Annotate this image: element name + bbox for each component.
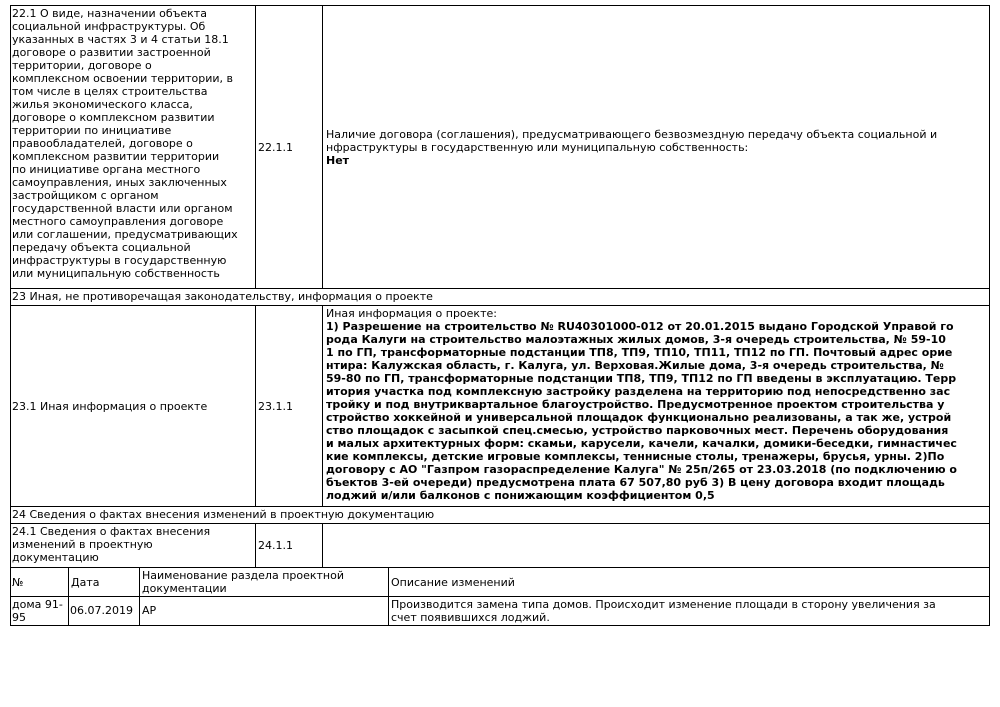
item-23-1-value: 1) Разрешение на строительство № RU40301000-012 от 20.01.2015 выдано Городской Управой го рода Калуги на строительство малоэтажных жилых домов, 3-я очередь строительства, № 59-10 1 по ГП, трансформаторные подстанции ТП8, ТП9, ТП10, ТП11, ТП12 по ГП. Почтовый адрес орие нтира: Калужская область, г. Калуга, ул. Верховая.Жилые дома, 3-я очередь строительства, № 59-80 по ГП, трансформаторные подстанции ТП8, ТП9, ТП12 по ГП введены в эксплуатацию. Терр итория участка под комплексную застройку разделена на территорию под непосредственно зас тройку и под внутриквартальное благоустройство. Предусмотренное проектом строительства у стройство хоккейной и универсальной площадок функционально реализованы, а так же, устрой ство площадок с засыпкой спец.смесью, устройство парковочных мест. Перечень оборудования и малых архитектурных форм: скамьи, карусели, качели, качалки, домики-беседки, гимнастичес кие комплексы, детские игровые комплексы, теннисные столы, тренажеры, брусья, урны. 2)По договору с АО "Газпром газораспределение Калуга" № 25п/265 от 23.03.2018 (по подключению о бъектов 3-ей очереди) предусмотрена плата 67 507,80 руб 3) В цену договора входит площадь лоджий и/или балконов с понижающим коэффициентом 0,5 [326,320,957,502]
column-header-description: Описание изменений [391,576,515,589]
table-cell-date: 06.07.2019 [70,604,133,617]
table-cell-section: АР [142,604,157,617]
item-23-1-value-label: Иная информация о проекте: [326,307,497,320]
divider [322,5,323,289]
column-header-date: Дата [71,576,100,589]
item-24-1-label: 24.1 Сведения о фактах внесения изменений в проектную документацию [12,525,211,564]
section-23-header: 23 Иная, не противоречащая законодательству, информация о проекте [12,290,433,303]
table-cell-number: дома 91- 95 [12,598,63,624]
item-22-1-label: 22.1 О виде, назначении объекта социальной инфраструктуры. Об указанных в частях 3 и 4 статьи 18.1 договоре о развитии застроенной территории, договоре о комплексном освоении территории, в том числе в целях строительства жилья экономического класса, договоре о комплексном развитии территории по инициативе правообладателей, договоре о комплексном развитии территории по инициативе органа местного самоуправления, иных заключенных застройщиком с органом государственной власти или органом местного самоуправления договоре или соглашении, предусматривающих передачу объекта социальной инфраструктуры в государственную или муниципальную собственность [12,7,238,280]
divider [255,5,256,289]
section-24-header: 24 Сведения о фактах внесения изменений в проектную документацию [12,508,435,521]
divider [322,305,323,507]
item-22-1-value-label: Наличие договора (соглашения), предусматривающего безвозмездную передачу объекта социальной и нфраструктуры в государственную или муниципальную собственность: [326,128,938,154]
item-24-1-code: 24.1.1 [258,539,293,552]
divider [388,567,389,626]
table-cell-description: Производится замена типа домов. Происходит изменение площади в сторону увеличения за счет появившихся лоджий. [391,598,936,624]
item-23-1-code: 23.1.1 [258,400,293,413]
divider [255,523,256,568]
item-22-1-code: 22.1.1 [258,141,293,154]
item-22-1-value: Нет [326,154,350,167]
column-header-section: Наименование раздела проектной документации [142,569,344,595]
divider [322,523,323,568]
divider [10,596,990,597]
divider [68,567,69,626]
divider [255,305,256,507]
column-header-number: № [12,576,24,589]
divider [139,567,140,626]
item-23-1-label: 23.1 Иная информация о проекте [12,400,208,413]
